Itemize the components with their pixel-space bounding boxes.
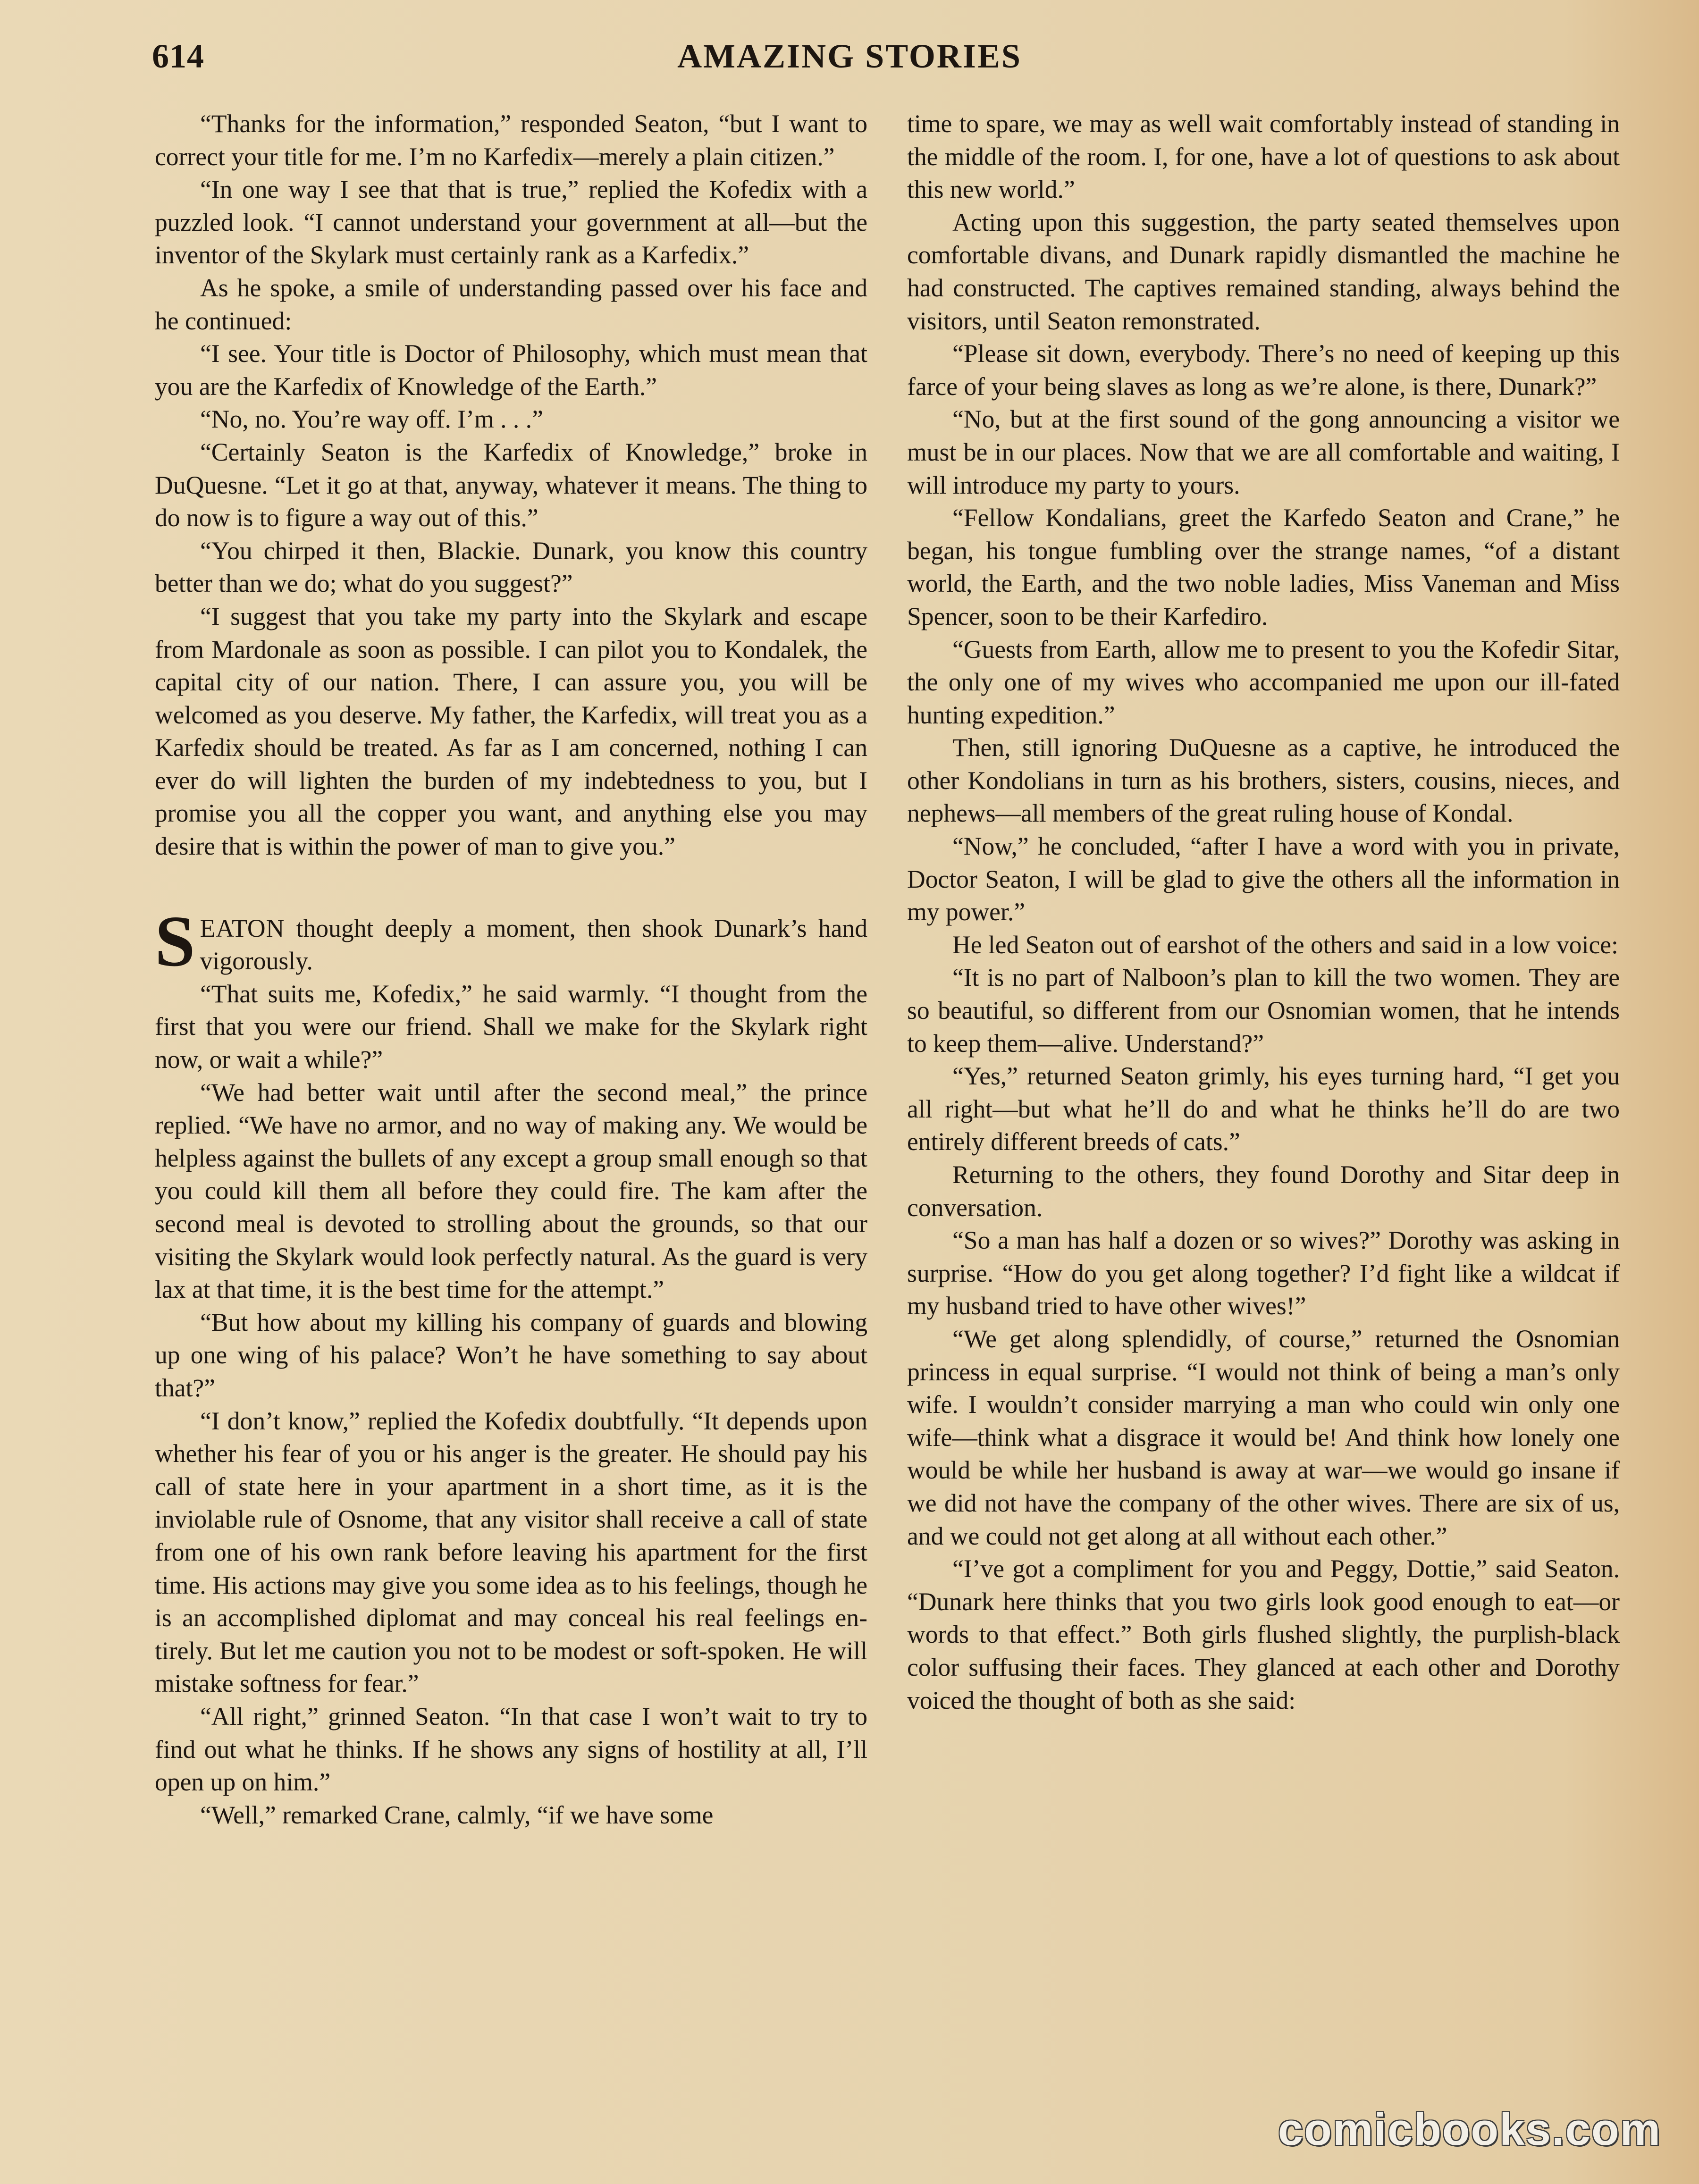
- page-header: [0, 33, 1699, 85]
- page-number: 614: [152, 37, 204, 75]
- paragraph: “That suits me, Kofedix,” he said warmly. “I thought from the first that you were our friend. Shall we make for the Skylark right now, or wait a while?”: [155, 979, 867, 1074]
- drop-cap: S: [155, 901, 195, 982]
- paragraph: “I’ve got a compliment for you and Peggy, Dottie,” said Seaton. “Dunark here thinks that you two girls look good enough to eat—or words to that effect.” Both girls flushed slightly, the purplish-black color suffusing their faces. They glanced at each other and Dorothy voiced the thought of both as she said:: [907, 1554, 1620, 1714]
- paragraph: “Guests from Earth, allow me to present to you the Kofedir Sitar, the only one of my wives who accompanied me upon our ill-fated hunting expedition.”: [907, 635, 1620, 729]
- paragraph: “It is no part of Nalboon’s plan to kill the two women. They are so beautiful, so different from our Osnomian women, that he intends to keep them—alive. Understand?”: [907, 963, 1620, 1058]
- paragraph: “I see. Your title is Doctor of Philosophy, which must mean that you are the Karfedix of Knowledge of the Earth.”: [155, 339, 867, 401]
- paragraph: “No, no. You’re way off. I’m . . .”: [200, 405, 543, 434]
- paragraph: “Please sit down, everybody. There’s no need of keeping up this farce of your being slaves as long as we’re alone, is there, Dunark?”: [907, 339, 1620, 401]
- paragraph: “Thanks for the information,” responded Seaton, “but I want to correct your title for me. I’m no Karfedix—merely a plain citizen.”: [155, 109, 867, 171]
- paragraph: “I don’t know,” replied the Kofedix doubtfully. “It depends upon whether his fear of you or his anger is the greater. He should pay his call of state here in your apartment in a short time, as it is the inviolable rule of Osnome, that any visitor shall receive a call of state from one of his own rank before leaving his apartment for the first time. His actions may give you some idea as to his feelings, though he is an accomplished diplomat and may conceal his real feelings entirely. But let me caution you not to be modest or soft-spoken. He will mistake softness for fear.”: [155, 1406, 867, 1698]
- paragraph: Returning to the others, they found Dorothy and Sitar deep in conversation.: [907, 1160, 1620, 1222]
- paragraph: “I suggest that you take my party into the Skylark and escape from Mardonale as soon as possible. I can pilot you to Kondalek, the capital city of our nation. There, I can assure you, you will be welcomed as you deserve. My father, the Karfedix, will treat you as a Karfedix should be treated. As far as I am concerned, nothing I can ever do will lighten the burden of my indebtedness to you, but I promise you all the copper you want, and anything else you may desire that is within the power of man to give you.”: [155, 602, 867, 861]
- opening-text: thought deeply a moment, then shook Dunark’s hand vigorously.: [200, 914, 867, 975]
- paragraph: As he spoke, a smile of understanding passed over his face and he continued:: [155, 273, 867, 335]
- paragraph: Acting upon this suggestion, the party seated themselves upon comfortable divans, and Dunark rapidly dismantled the machine he had constructed. The captives remained standing, always behind the visitors, until Seaton remonstrated.: [907, 208, 1620, 335]
- paragraph: “You chirped it then, Blackie. Dunark, you know this country better than we do; what do you suggest?”: [155, 536, 867, 598]
- paragraph: “All right,” grinned Seaton. “In that case I won’t wait to try to find out what he thinks. If he shows any signs of hostility at all, I’ll open up on him.”: [155, 1702, 867, 1797]
- opening-caps-word: EATON: [200, 914, 285, 942]
- paragraph: “Now,” he concluded, “after I have a word with you in private, Doctor Seaton, I will be glad to give the others all the information in my power.”: [907, 832, 1620, 926]
- continued-paragraph: time to spare, we may as well wait comfortably instead of standing in the middle of the room. I, for one, have a lot of questions to ask about this new world.”: [907, 109, 1620, 204]
- paragraph: Then, still ignoring DuQuesne as a captive, he introduced the other Kondolians in turn as his brothers, sisters, cousins, nieces, and nephews—all members of the great ruling house of Kondal.: [907, 733, 1620, 828]
- paragraph: “So a man has half a dozen or so wives?” Dorothy was asking in surprise. “How do you get along together? I’d fight like a wildcat if my husband tried to have other wives!”: [907, 1226, 1620, 1320]
- paragraph: “But how about my killing his company of guards and blowing up one wing of his palace? Won’t he have something to say about that?”: [155, 1308, 867, 1402]
- paragraph: “Well,” remarked Crane, calmly, “if we have some: [200, 1800, 714, 1829]
- paragraph: He led Seaton out of earshot of the others and said in a low voice:: [952, 930, 1618, 959]
- paragraph: “Certainly Seaton is the Karfedix of Knowledge,” broke in DuQuesne. “Let it go at that, anyway, whatever it means. The thing to do now is to figure a way out of this.”: [155, 437, 867, 532]
- paragraph: “We had better wait until after the second meal,” the prince replied. “We have no armor, and no way of making any. We would be helpless against the bullets of any except a group small enough so that you could kill them all before they could fire. The kam after the second meal is devoted to strolling about the grounds, so that our visiting the Skylark would look perfectly natural. As the guard is very lax at that time, it is the best time for the attempt.”: [155, 1078, 867, 1304]
- running-title: AMAZING STORIES: [677, 37, 1022, 75]
- paragraph: “Yes,” returned Seaton grimly, his eyes turning hard, “I get you all right—but what he’ll do and what he thinks he’ll do are two entirely different breeds of cats.”: [907, 1062, 1620, 1156]
- paragraph: “In one way I see that that is true,” replied the Kofedix with a puzzled look. “I cannot understand your government at all—but the inventor of the Skylark must certainly rank as a Karfedix.”: [155, 175, 867, 269]
- paragraph: “Fellow Kondalians, greet the Karfedo Seaton and Crane,” he began, his tongue fumbling over the strange names, “of a distant world, the Earth, and the two noble ladies, Miss Vaneman and Miss Spencer, soon to be their Karfediro.: [907, 504, 1620, 630]
- left-column: [155, 108, 867, 1831]
- right-column: [907, 108, 1620, 1717]
- watermark-logo: comicbooks.com: [1278, 2104, 1661, 2155]
- section-opening-paragraph: [155, 901, 867, 982]
- paragraph: “We get along splendidly, of course,” returned the Osnomian princess in equal surprise. “I would not think of being a man’s only wife. I wouldn’t consider marrying a man who could win only one wife—think what a disgrace it would be! And think how lonely one would be while her husband is away at war—we would go insane if we did not have the company of the other wives. There are six of us, and we could not get along at all without each other.”: [907, 1324, 1620, 1550]
- paragraph: “No, but at the first sound of the gong announcing a visitor we must be in our places. Now that we are all comfortable and waiting, I will introduce my party to yours.: [907, 405, 1620, 499]
